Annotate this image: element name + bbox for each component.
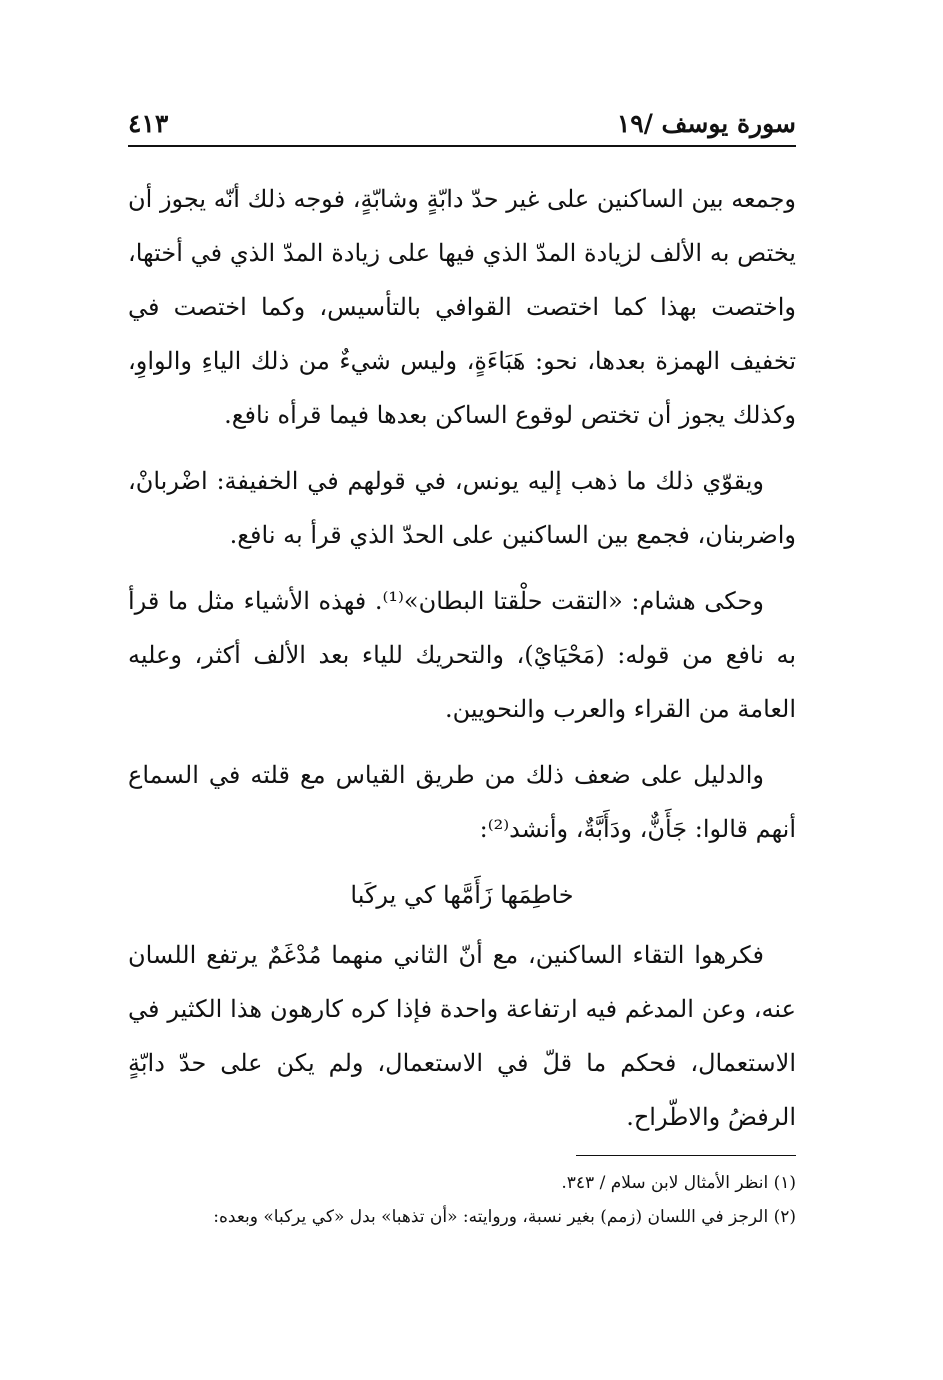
paragraph-4: والدليل على ضعف ذلك من طريق القياس مع قلته في السماع أنهم قالوا: جَأَنٌّ، ودَأَبَّةٌ، وأنشد⁽²⁾: [128,761,796,843]
footnote-1: (١) انظر الأمثال لابن سلام / ٣٤٣. [561,1173,796,1193]
page-header [128,96,796,144]
footnote-2: (٢) الرجز في اللسان (زمم) بغير نسبة، وروايته: «أن تذهبا» بدل «كي يركبا» وبعده: [213,1207,796,1227]
paragraph-1: وجمعه بين الساكنين على غير حدّ دابّةٍ وشابّةٍ، فوجه ذلك أنّه يجوز أن يختص به الألف لزيادة المدّ الذي فيها على زيادة المدّ الذي في أختها، واختصت بهذا كما اختصت القوافي بالتأسيس، وكما اختصت في تخفيف الهمزة بعدها، نحو: هَبَاءَةٍ، وليس شيءٌ من ذلك الياءِ والواوِ، وكذلك يجوز أن تختص لوقوع الساكن بعدها فيما قرأه نافع. [128,185,796,429]
running-head-surah: سورة يوسف /١٩ [616,109,796,138]
header-rule [128,145,796,147]
paragraph-2: ويقوّي ذلك ما ذهب إليه يونس، في قولهم في الخفيفة: اضْربانْ، واضربنان، فجمع بين الساكنين على الحدّ الذي قرأ به نافع. [128,467,796,549]
main-text [128,172,796,1156]
paragraph-3: وحكى هشام: «التقت حلْقتا البطان»⁽¹⁾. فهذه الأشياء مثل ما قرأ به نافع من قوله: (مَحْيَايْ)، والتحريك للياء بعد الألف أكثر، وعليه العامة من القراء والعرب والنحويين. [128,587,796,723]
paragraph-5: فكرهوا التقاء الساكنين، مع أنّ الثاني منهما مُدْغَمٌ يرتفع اللسان عنه، وعن المدغم فيه ارتفاعة واحدة فإذا كره كارهون هذا الكثير في الاستعمال، فحكم ما قلّ في الاستعمال، ولم يكن على حدّ دابّةٍ الرفضُ والاطّراح. [128,941,796,1131]
footnotes [128,1166,796,1234]
page-number: ٤١٣ [128,109,169,138]
footnote-rule [576,1155,796,1156]
verse-line: خاطِمَها زَأَمَّها كي يركَبا [350,881,574,909]
